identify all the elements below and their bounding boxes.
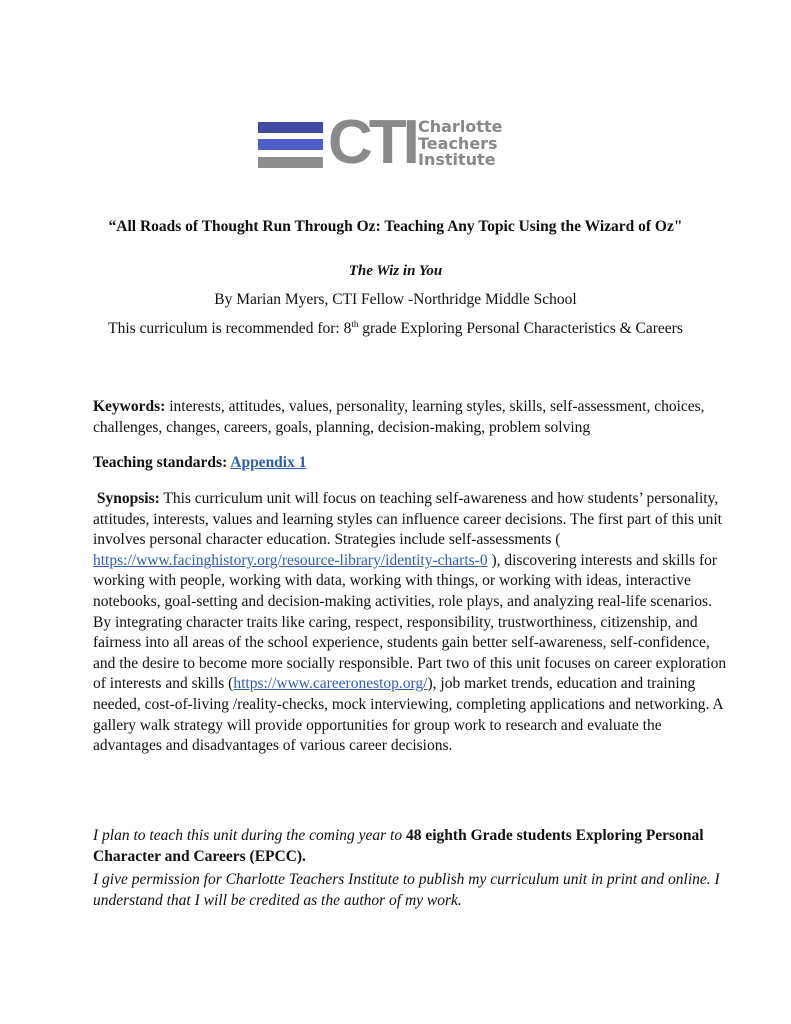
cti-logo — [258, 108, 518, 177]
keywords-text: interests, attitudes, values, personality, learning styles, skills, self-assessment, choices, challenges, changes, careers, goals, planning, decision-making, problem solving — [93, 398, 705, 436]
teaching-standards — [93, 453, 733, 474]
plan-bold-text: 48 eighth Grade students Exploring Personal Character and Careers (EPCC). — [93, 827, 704, 865]
logo-name-line: Charlotte — [418, 117, 503, 136]
recommend-prefix: This curriculum is recommended for: 8 — [108, 320, 352, 337]
keywords-label: Keywords: — [93, 398, 166, 415]
teaching-plan — [93, 826, 733, 867]
permission-statement — [93, 870, 733, 911]
logo-bar-middle — [258, 139, 323, 150]
logo-name — [418, 119, 502, 169]
recommendation-line — [0, 320, 791, 338]
unit-title: “All Roads of Thought Run Through Oz: Teaching Any Topic Using the Wizard of Oz" — [108, 218, 683, 235]
unit-subtitle: The Wiz in You — [348, 263, 443, 279]
logo-bar-top — [258, 122, 323, 133]
author-byline: By Marian Myers, CTI Fellow -Northridge Middle School — [214, 291, 577, 308]
careeronestop-link[interactable]: https://www.careeronestop.org/ — [233, 675, 428, 693]
logo-acronym: CTI — [328, 108, 416, 177]
synopsis-label: Synopsis: — [96, 490, 160, 507]
synopsis-text: ), job market trends, education and training needed, cost-of-living /reality-checks, mock interviewing, completing applications and networking. A gallery walk strategy will provide opportunities for group work to research and evaluate the advantages and disadvantages of various career decisions. — [93, 675, 723, 755]
appendix-link[interactable]: Appendix 1 — [230, 454, 307, 471]
logo-name-line: Institute — [418, 150, 496, 169]
logo-bar-bottom — [258, 157, 323, 168]
synopsis-paragraph — [93, 489, 733, 757]
recommend-superscript: th — [351, 319, 359, 329]
standards-label: Teaching standards: — [93, 454, 231, 471]
plan-italic-text: I plan to teach this unit during the coming year to — [93, 827, 406, 844]
facinghistory-link[interactable]: https://www.facinghistory.org/resource-library/identity-charts-0 — [93, 551, 488, 569]
logo-name-line: Teachers — [418, 133, 498, 153]
keywords-paragraph — [93, 397, 733, 438]
recommend-suffix: grade Exploring Personal Characteristics & Careers — [358, 320, 683, 337]
synopsis-text: ), discovering interests and skills for working with people, working with data, working with things, or working with ideas, interactive notebooks, goal-setting and decision-making activities, role plays, and analyzing real-life scenarios. By integrating character traits like caring, respect, responsibility, trustworthiness, citizenship, and fairness into all areas of the school experience, students gain better self-awareness, self-confidence, and the desire to become more socially responsible. Part two of this unit focuses on career exploration of interests and skills ( — [93, 551, 727, 693]
permission-text: I give permission for Charlotte Teachers Institute to publish my curriculum unit in print and online. I understand that I will be credited as the author of my work. — [93, 871, 720, 909]
synopsis-text: This curriculum unit will focus on teaching self-awareness and how students’ personality, attitudes, interests, values and learning styles can influence career decisions. The first part of this unit involves personal character education. Strategies include self-assessments ( — [93, 490, 722, 549]
